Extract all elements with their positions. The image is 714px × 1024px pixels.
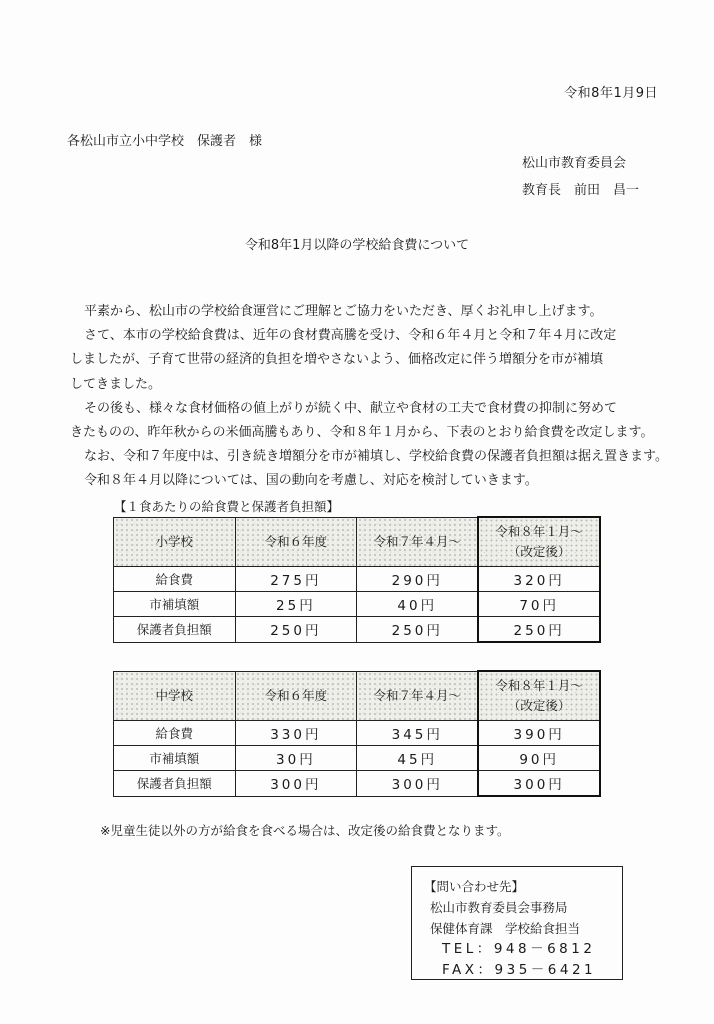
letter-body: [70, 300, 668, 494]
junior-high-fee-table: [113, 670, 601, 797]
row-label: 給食費: [114, 721, 236, 746]
column-header: 令和６年度: [235, 517, 357, 567]
tel-label: TEL：: [442, 941, 494, 957]
contact-box: [411, 866, 623, 980]
table-header-row: [114, 671, 601, 721]
body-line: 令和８年４月以降については、国の動向を考慮し、対応を検討していきます。: [84, 473, 538, 489]
cell-value: 345円: [357, 721, 479, 746]
table-row: [114, 567, 601, 592]
table-row: [114, 721, 601, 746]
cell-value: 290円: [357, 567, 479, 592]
column-header-revised: [478, 517, 600, 567]
column-header-line: （改定後）: [507, 698, 571, 713]
column-header: 令和６年度: [235, 671, 357, 721]
table-row: [114, 746, 601, 771]
contact-fax: [424, 960, 622, 981]
contact-office: 松山市教育委員会事務局: [430, 900, 568, 915]
column-header-revised: [478, 671, 600, 721]
contact-heading: 【問い合わせ先】: [424, 879, 525, 894]
cell-value: 250円: [235, 617, 357, 643]
column-header-line: 令和８年１月～: [495, 678, 583, 693]
row-label: 保護者負担額: [114, 617, 236, 643]
sender-signatory: 教育長 前田 昌一: [522, 183, 640, 198]
cell-value: 275円: [235, 567, 357, 592]
cell-value: 25円: [235, 592, 357, 617]
row-label: 給食費: [114, 567, 236, 592]
row-label: 市補填額: [114, 592, 236, 617]
footnote: ※児童生徒以外の方が給食を食べる場合は、改定後の給食費となります。: [100, 823, 510, 838]
cell-value: 45円: [357, 746, 479, 771]
letter-sender: [522, 150, 639, 204]
cell-value: 250円: [357, 617, 479, 643]
table-row: [114, 592, 601, 617]
school-type-header: 小学校: [114, 517, 236, 567]
sender-organization: 松山市教育委員会: [522, 156, 627, 171]
column-header: 令和７年４月～: [357, 517, 479, 567]
contact-tel: [424, 939, 622, 960]
tel-number: 948－6812: [493, 941, 596, 957]
fax-label: FAX：: [442, 962, 495, 978]
table-row: [114, 771, 601, 797]
body-line: 平素から、松山市の学校給食運営にご理解とご協力をいただき、厚くお礼申し上げます。: [84, 304, 603, 319]
cell-value: 250円: [478, 617, 600, 643]
table-row: [114, 617, 601, 643]
letter-recipient: 各松山市立小中学校 保護者 様: [67, 134, 263, 149]
elementary-fee-table: [113, 516, 601, 643]
cell-value: 300円: [357, 771, 479, 797]
cell-value: 320円: [478, 567, 600, 592]
body-line: さて、本市の学校給食費は、近年の食材費高騰を受け、令和６年４月と令和７年４月に改定: [84, 328, 617, 344]
cell-value: 30円: [235, 746, 357, 771]
cell-value: 330円: [235, 721, 357, 746]
column-header-line: （改定後）: [507, 544, 571, 559]
cell-value: 390円: [478, 721, 600, 746]
row-label: 市補填額: [114, 746, 236, 771]
row-label: 保護者負担額: [114, 771, 236, 797]
body-line: きたものの、昨年秋からの米価高騰もあり、令和８年１月から、下表のとおり給食費を改定します。: [70, 425, 654, 441]
body-line: しましたが、子育て世帯の経済的負担を増やさないよう、価格改定に伴う増額分を市が補填: [70, 352, 604, 368]
letter-date: 令和8年1月9日: [564, 86, 658, 101]
school-type-header: 中学校: [114, 671, 236, 721]
body-line: してきました。: [70, 376, 162, 392]
fax-number: 935－6421: [494, 962, 597, 978]
column-header-line: 令和８年１月～: [495, 524, 583, 539]
contact-department: 保健体育課 学校給食担当: [430, 921, 581, 936]
cell-value: 300円: [235, 771, 357, 797]
table-caption: 【１食あたりの給食費と保護者負担額】: [114, 499, 340, 514]
table-header-row: [114, 517, 601, 567]
letter-subject: 令和8年1月以降の学校給食費について: [244, 238, 470, 253]
cell-value: 90円: [478, 746, 600, 771]
cell-value: 70円: [478, 592, 600, 617]
body-line: その後も、様々な食材価格の値上がりが続く中、献立や食材の工夫で食材費の抑制に努めて: [84, 400, 618, 416]
column-header: 令和７年４月～: [357, 671, 479, 721]
body-line: なお、令和７年度中は、引き続き増額分を市が補填し、学校給食費の保護者負担額は据え置きます。: [84, 449, 668, 465]
cell-value: 300円: [478, 771, 600, 797]
cell-value: 40円: [357, 592, 479, 617]
